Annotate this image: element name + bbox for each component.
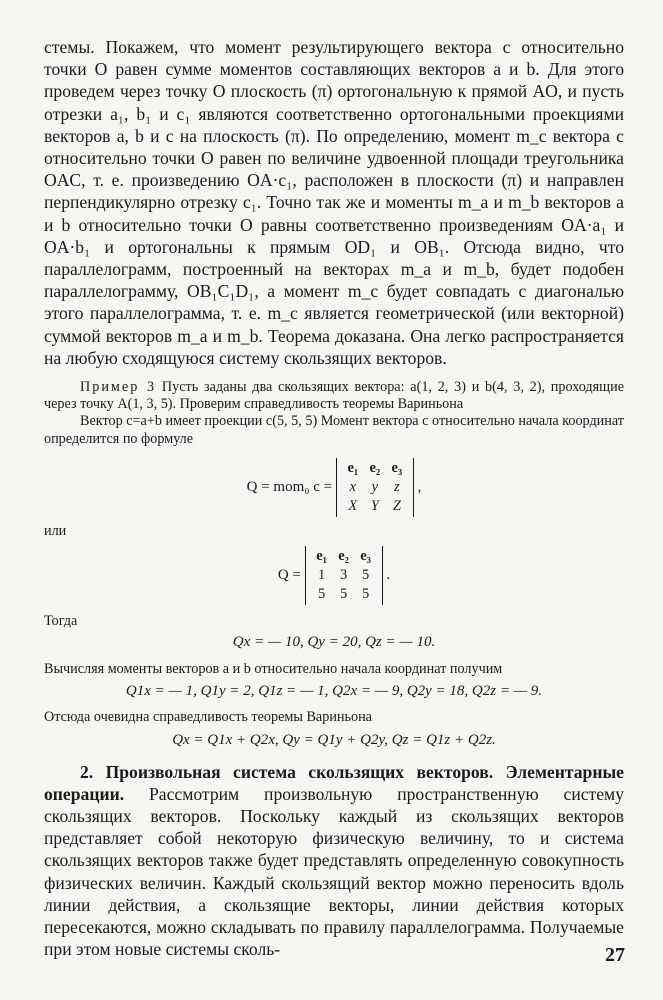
equation-mom-det [44,458,624,517]
equation-varignon-check: Qx = Q1x + Q2x, Qy = Q1y + Q2y, Qz = Q1z + Q2z. [172,731,496,748]
det2-cell: e₃ [360,548,372,565]
section-2-paragraph [44,761,624,961]
then-label: Тогда [44,613,78,630]
det1-cell: e₃ [391,459,403,476]
det1-cell: Z [392,497,401,514]
compute-moments-text: Вычисляя моменты векторов a и b относительно начала координат получим [44,661,503,678]
varignon-obvious-text: Отсюда очевидна справедливость теоремы Вариньона [44,709,372,726]
example-label: Пример 3 [80,379,157,396]
eq2-tail: . [386,567,391,583]
det2-cell: e₁ [316,548,328,565]
det2-cell: 5 [340,586,348,603]
det1-cell: e₂ [369,459,381,476]
example-intro [44,379,624,413]
det2-cell: e₂ [338,548,350,565]
eq2-lhs: Q = [277,567,301,583]
det1-cell: Y [370,497,379,514]
page-content [44,36,624,961]
equation-component-moments: Q1x = — 1, Q1y = 2, Q1z = — 1, Q2x = — 9, Q2y = 18, Q2z = — 9. [125,683,543,700]
det1-cell: e₁ [347,459,359,476]
det1-cell: y [371,478,379,495]
det1-cell: z [394,478,400,495]
det1-cell: x [349,478,357,495]
equation-det-numeric [44,546,624,605]
determinant-symbolic [336,458,414,517]
eq1-tail: , [417,478,422,495]
det2-cell: 5 [318,586,326,603]
det1-cell: X [348,497,358,514]
det2-cell: 5 [362,567,370,584]
eq1-lhs: Q = mom₀ c = [246,478,333,495]
section-heading: 2. Произвольная система скользящих векторов. Элементарные операции. [44,761,624,804]
example-line2: Вектор c=a+b имеет проекции c(5, 5, 5) Момент вектора c относительно начала координат определится по формуле [44,413,624,447]
determinant-numeric [305,546,383,605]
paragraph-proof: стемы. Покажем, что момент результирующего вектора с относительно точки O равен сумме моментов составляющих векторов a и b. Для этого проведем через точку O плоскость (π) ортогональную к прямой AO, и пусть отрезки a₁, b₁ и c₁ являются соответственно ортогональными проекциями векторов a, b и c на плоскость (π). По определению, момент m_c вектора c относительно точки O равен по величине удвоенной площади треугольника OAC, т. е. произведению OA·c₁, расположен в плоскости (π) и направлен перпендикулярно отрезку c₁. Точно так же и моменты m_a и m_b векторов a и b относительно точки O равны соответственно произведениям OA·a₁ и OA·b₁ и ортогональны к прямым OD₁ и OB₁. Отсюда видно, что параллелограмм, построенный на векторах m_a и m_b, будет подобен параллелограмму, OB₁C₁D₁, а момент m_c будет совпадать с диагональю этого параллелограмма, т. е. m_c является геометрической (или векторной) суммой векторов m_a и m_b. Теорема доказана. Она легко распространяется на любую сходящуюся систему скользящих векторов. [44,37,624,368]
det2-cell: 5 [362,586,370,603]
det2-cell: 1 [318,567,326,584]
or-label: или [44,522,67,539]
section-text: Рассмотрим произвольную пространственную систему скользящих векторов. Поскольку каждый из скользящих векторов представляет собой некоторую физическую величину, то и система скользящих векторов также будет представлять определенную совокупность физических величин. Каждый скользящий вектор можно переносить вдоль линии действия, а скользящие векторы, линии действия которых пересекаются, можно складывать по правилу параллелограмма. Получаемые при этом новые системы сколь- [44,783,624,960]
example-text: Пусть заданы два скользящих вектора: a(1, 2, 3) и b(4, 3, 2), проходящие через точку A(1, 3, 5). Проверим справедливость теоремы Вариньона [44,379,624,413]
page-number: 27 [605,944,625,966]
equation-q-components: Qx = — 10, Qy = 20, Qz = — 10. [232,634,436,651]
det2-cell: 3 [340,567,348,584]
